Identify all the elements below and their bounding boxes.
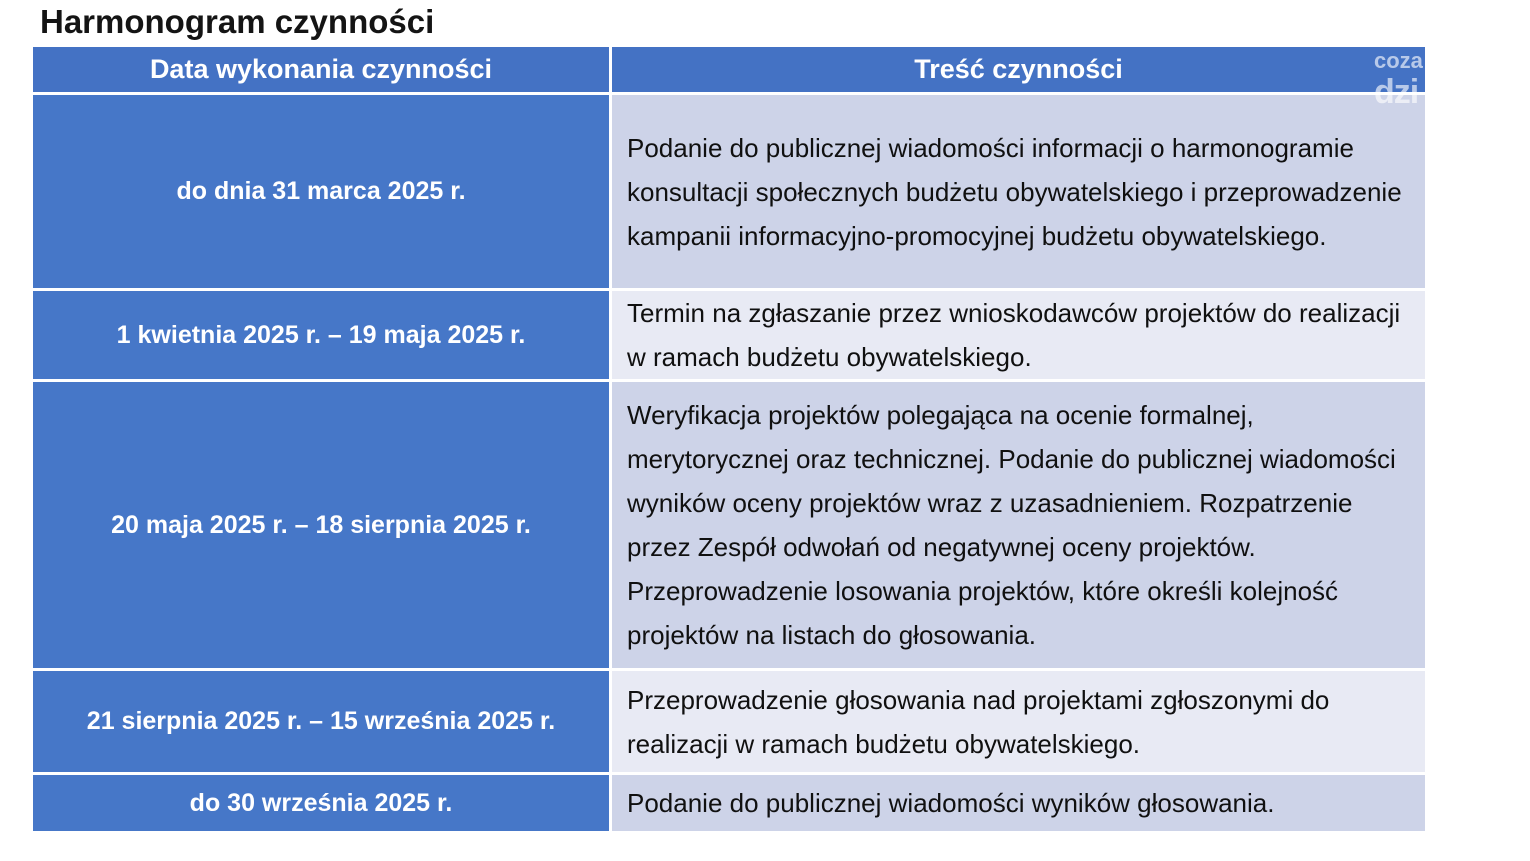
activity-cell: Podanie do publicznej wiadomości informacji o harmonogramie konsultacji społecznych budżetu obywatelskiego i przeprowadzenie kampanii informacyjno-promocyjnej budżetu obywatelskiego. [612, 95, 1425, 288]
watermark-line2: dzi [1374, 73, 1419, 111]
date-cell: 1 kwietnia 2025 r. – 19 maja 2025 r. [33, 291, 609, 379]
activity-cell: Termin na zgłaszanie przez wnioskodawców projektów do realizacji w ramach budżetu obywatelskiego. [612, 291, 1425, 379]
table-row [33, 291, 1425, 379]
table-row [33, 671, 1425, 772]
watermark-line1: coza [1374, 48, 1423, 73]
date-cell: do dnia 31 marca 2025 r. [33, 95, 609, 288]
date-cell: do 30 września 2025 r. [33, 775, 609, 831]
table-row [33, 775, 1425, 831]
activity-cell: Przeprowadzenie głosowania nad projektami zgłoszonymi do realizacji w ramach budżetu obywatelskiego. [612, 671, 1425, 772]
page-title: Harmonogram czynności [40, 3, 435, 40]
activity-cell: Podanie do publicznej wiadomości wyników głosowania. [612, 775, 1425, 831]
table-row [33, 382, 1425, 668]
schedule-table [33, 47, 1425, 831]
table-header-row [33, 47, 1425, 92]
activity-cell: Weryfikacja projektów polegająca na ocenie formalnej, merytorycznej oraz technicznej. Podanie do publicznej wiadomości wyników oceny projektów wraz z uzasadnieniem. Rozpatrzenie przez Zespół odwołań od negatywnej oceny projektów. Przeprowadzenie losowania projektów, które określi kolejność projektów na listach do głosowania. [612, 382, 1425, 668]
date-cell: 21 sierpnia 2025 r. – 15 września 2025 r. [33, 671, 609, 772]
header-cell-activity: Treść czynności [612, 47, 1425, 92]
date-cell: 20 maja 2025 r. – 18 sierpnia 2025 r. [33, 382, 609, 668]
header-cell-date: Data wykonania czynności [33, 47, 609, 92]
table-row [33, 95, 1425, 288]
